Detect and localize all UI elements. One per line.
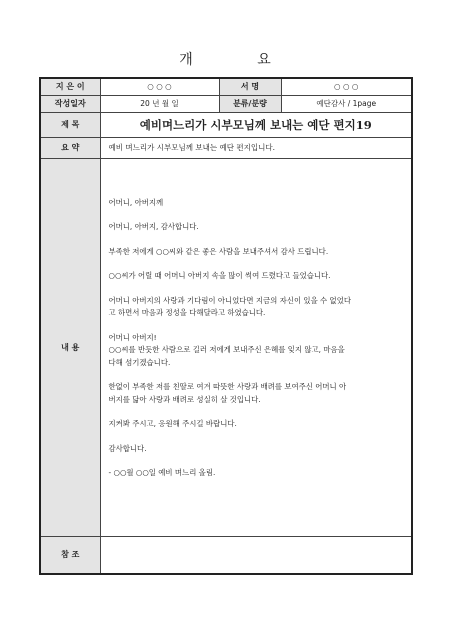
reference-value bbox=[100, 536, 412, 574]
letter-line: - ○○월 ○○일 예비 며느리 올림. bbox=[108, 468, 216, 477]
letter-paragraph bbox=[109, 381, 404, 406]
letter-paragraph bbox=[109, 418, 404, 431]
signature-value: ○ ○ ○ bbox=[281, 78, 412, 95]
author-label: 지 은 이 bbox=[40, 78, 100, 95]
letter-paragraph bbox=[109, 332, 404, 370]
letter-paragraph bbox=[109, 467, 404, 480]
letter-line: 한없이 부족한 저를 친딸로 여겨 따뜻한 사랑과 배려를 보여주신 어머니 아 bbox=[108, 382, 347, 391]
letter-line: 어머니 아버지의 사랑과 기다림이 아니었다면 지금의 자신이 있을 수 없었다 bbox=[108, 295, 351, 305]
author-value: ○ ○ ○ bbox=[100, 78, 219, 95]
letter-paragraph bbox=[109, 197, 404, 210]
date-label: 작성일자 bbox=[40, 95, 100, 112]
category-value: 예단감사 / 1page bbox=[281, 95, 412, 112]
letter-line: 다해 섬기겠습니다. bbox=[108, 357, 171, 367]
signature-label: 서 명 bbox=[219, 78, 281, 95]
letter-paragraph bbox=[109, 443, 404, 456]
overview-table bbox=[39, 77, 413, 575]
summary-label: 요 약 bbox=[40, 137, 100, 158]
letter-line: 감사합니다. bbox=[108, 443, 147, 453]
letter-line: ○○씨를 반듯한 사람으로 길러 저에게 보내주신 은혜를 잊지 않고, 마음을 bbox=[108, 345, 345, 354]
document-title: 개 요 bbox=[179, 52, 301, 68]
letter-line: 지켜봐 주시고, 응원해 주시길 바랍니다. bbox=[108, 419, 237, 428]
letter-line: 어머니, 아버지, 감사합니다. bbox=[108, 222, 199, 231]
content-label: 내 용 bbox=[40, 158, 100, 536]
letter-paragraph bbox=[109, 246, 404, 259]
letter-line: 어머니 아버지! bbox=[108, 332, 157, 342]
letter-paragraph bbox=[109, 221, 404, 234]
letter-line: 어머니, 아버지께 bbox=[108, 197, 164, 207]
subject-value: 예비며느리가 시부모님께 보내는 예단 편지19 bbox=[100, 112, 412, 137]
letter-line: 고 하면서 마음과 정성을 다해달라고 하였습니다. bbox=[108, 308, 266, 317]
letter-paragraph bbox=[109, 295, 404, 320]
date-value: 20 년 월 일 bbox=[100, 95, 219, 112]
summary-value: 예비 며느리가 시부모님께 보내는 예단 편지입니다. bbox=[100, 137, 412, 158]
category-label: 분류/분량 bbox=[219, 95, 281, 112]
content-body bbox=[100, 158, 412, 536]
letter-line: 버지를 닮아 사랑과 배려로 성실히 살 것입니다. bbox=[108, 394, 261, 404]
letter-paragraph bbox=[109, 270, 404, 283]
subject-label: 제 목 bbox=[40, 112, 100, 137]
letter-line: 부족한 저에게 ○○씨와 같은 좋은 사람을 보내주셔서 감사 드립니다. bbox=[108, 246, 329, 256]
letter-text bbox=[109, 197, 404, 480]
letter-line: ○○씨가 어릴 때 어머니 아버지 속을 많이 썩여 드렸다고 들었습니다. bbox=[108, 271, 331, 280]
reference-label: 참 조 bbox=[40, 536, 100, 574]
